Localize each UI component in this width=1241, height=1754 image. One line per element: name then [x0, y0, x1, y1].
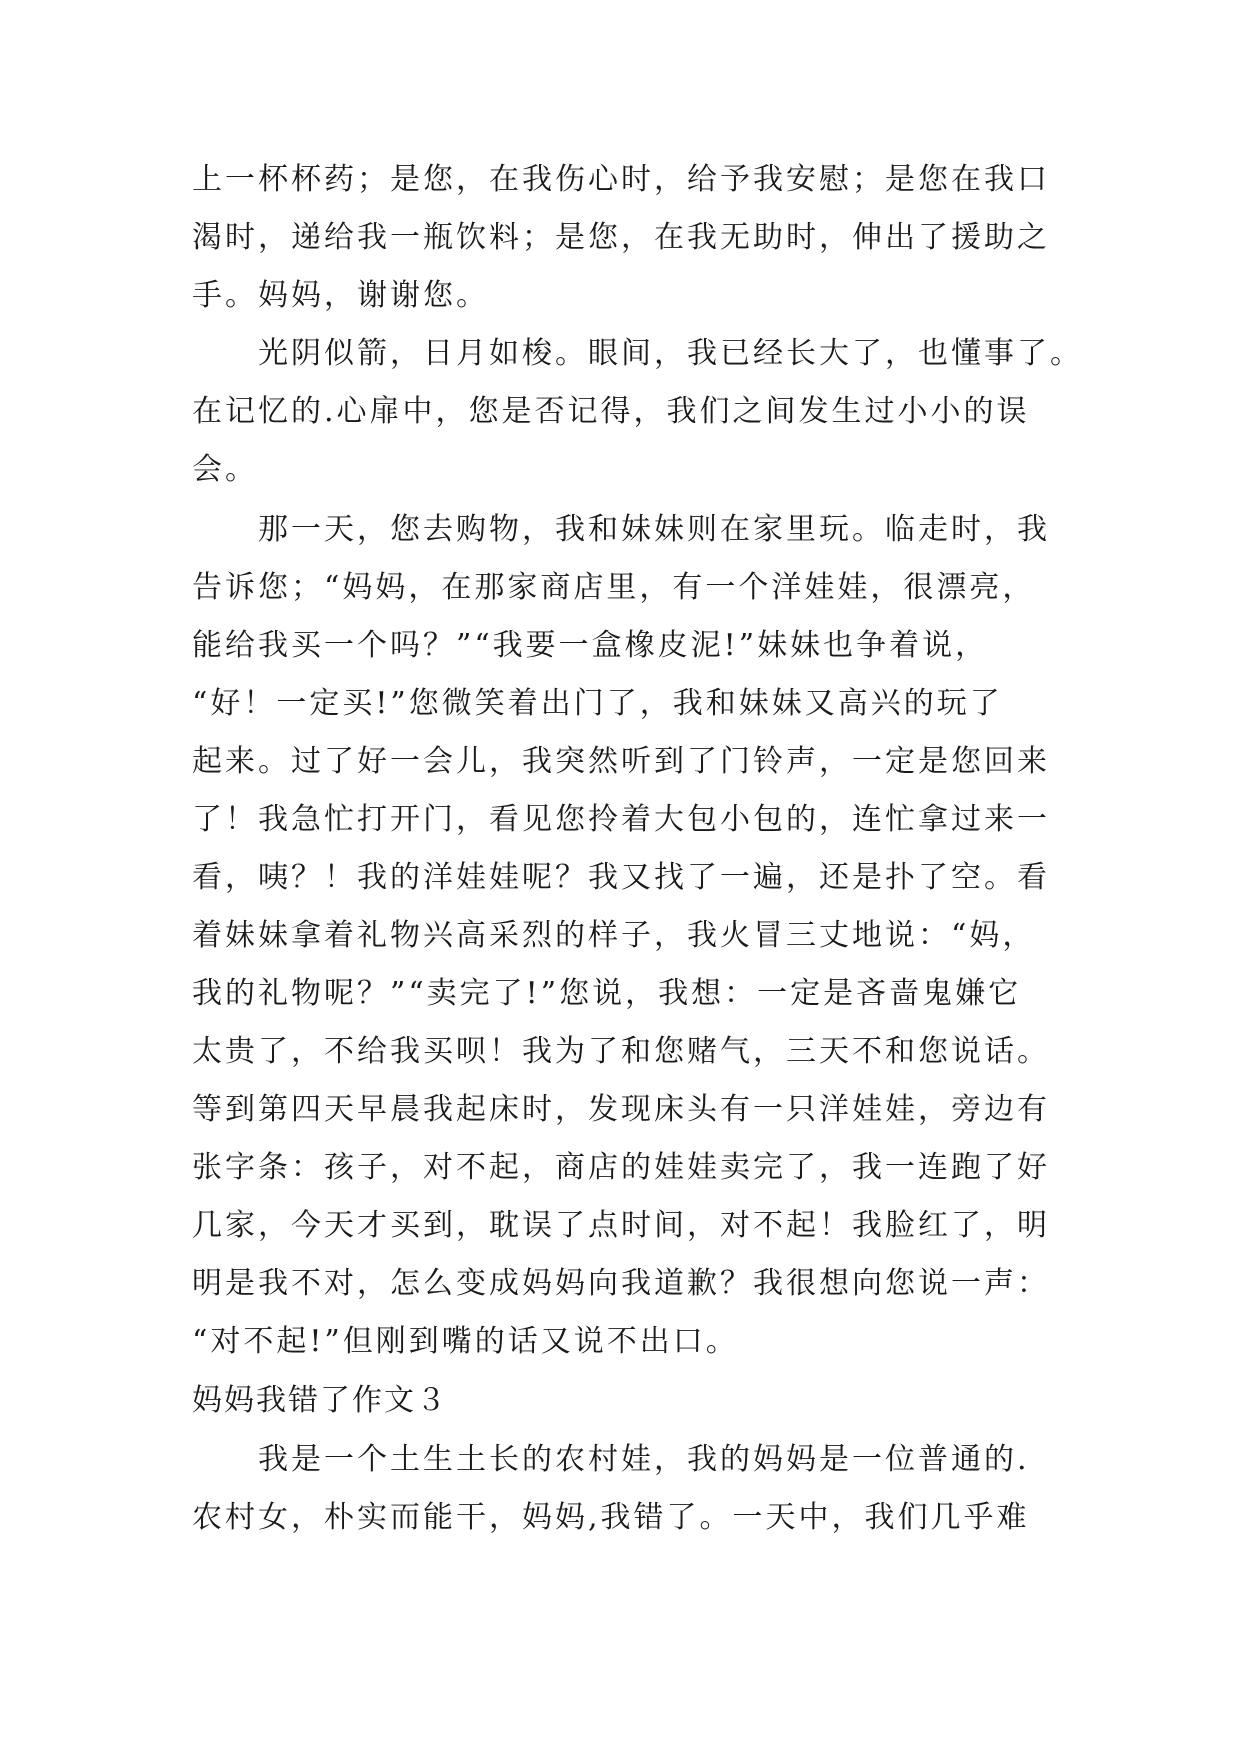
- text-line: “对不起!”但刚到嘴的话又说不出口。: [192, 1324, 739, 1359]
- text-line: 太贵了，不给我买呗！我为了和您赌气，三天不和您说话。: [192, 1034, 1050, 1069]
- text-line: 起来。过了好一会儿，我突然听到了门铃声，一定是您回来: [192, 744, 1050, 779]
- text-line: 我是一个土生土长的农村娃，我的妈妈是一位普通的.: [192, 1442, 1030, 1477]
- text-line: 渴时，递给我一瓶饮料；是您，在我无助时，伸出了援助之: [192, 220, 1050, 255]
- text-line: 着妹妹拿着礼物兴高采烈的样子，我火冒三丈地说：“妈，: [192, 918, 1036, 953]
- text-line: 看，咦？！我的洋娃娃呢？我又找了一遍，还是扑了空。看: [192, 860, 1050, 895]
- text-line: 光阴似箭，日月如梭。眼间，我已经长大了，也懂事了。: [192, 336, 1083, 371]
- text-line: 张字条：孩子，对不起，商店的娃娃卖完了，我一连跑了好: [192, 1150, 1050, 1185]
- text-line: 明是我不对，怎么变成妈妈向我道歉？我很想向您说一声：: [192, 1266, 1050, 1301]
- section-heading: 妈妈我错了作文３: [192, 1383, 448, 1418]
- text-line: 农村女，朴实而能干，妈妈,我错了。一天中，我们几乎难: [192, 1500, 1030, 1535]
- text-line: 手。妈妈，谢谢您。: [192, 278, 489, 313]
- text-line: 能给我买一个吗？”“我要一盒橡皮泥!”妹妹也争着说，: [192, 628, 989, 663]
- text-line: 我的礼物呢？”“卖完了!”您说，我想：一定是吝啬鬼嫌它: [192, 976, 1022, 1011]
- text-line: “好！一定买!”您微笑着出门了，我和妹妹又高兴的玩了: [192, 686, 1003, 721]
- text-line: 在记忆的.心扉中，您是否记得，我们之间发生过小小的误: [192, 394, 1030, 429]
- text-line: 上一杯杯药；是您，在我伤心时，给予我安慰；是您在我口: [192, 162, 1050, 197]
- text-line: 会。: [192, 452, 258, 487]
- text-line: 告诉您；“妈妈，在那家商店里，有一个洋娃娃，很漂亮，: [192, 570, 1036, 605]
- text-line: 等到第四天早晨我起床时，发现床头有一只洋娃娃，旁边有: [192, 1092, 1050, 1127]
- text-line: 几家，今天才买到，耽误了点时间，对不起！我脸红了，明: [192, 1208, 1050, 1243]
- text-line: 那一天，您去购物，我和妹妹则在家里玩。临走时，我: [192, 512, 1050, 547]
- text-line: 了！我急忙打开门，看见您拎着大包小包的，连忙拿过来一: [192, 802, 1050, 837]
